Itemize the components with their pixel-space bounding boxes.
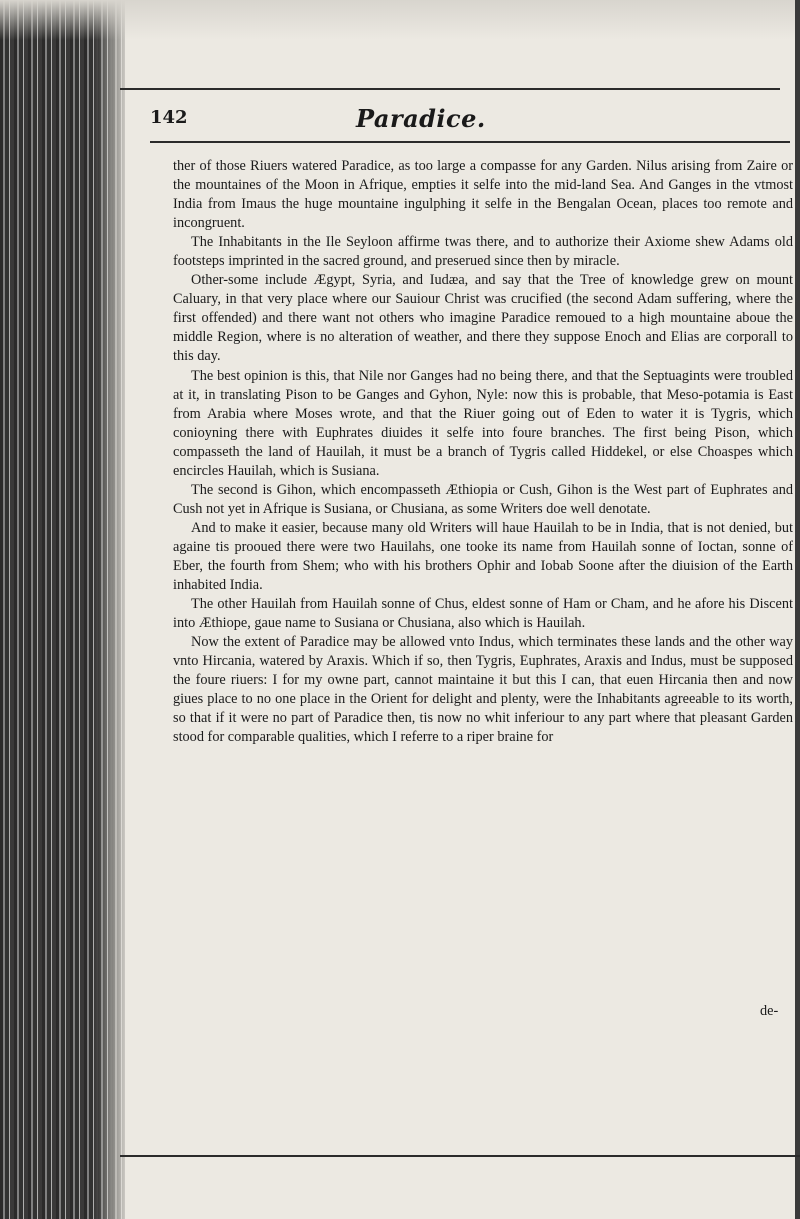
header-rule — [150, 141, 790, 143]
running-head: Paradice. — [356, 104, 486, 133]
paragraph-4: The best opinion is this, that Nile nor Ganges had no being there, and that the Septuagints were troubled at it, in translating Pison to be Ganges and Gyhon, Nyle: now this is probable, that Meso-potamia is East from Arabia where Moses wrote, and that the Riuer going out of Eden to water it is Tygris, which conioyning there with Euphrates diuides it selfe into foure branches. The first being Pison, which compasseth the land of Hauilah, it must be a branch of Tygris called Hiddekel, or else Choaspes which encircles Hauilah, which is Susiana. — [173, 367, 793, 479]
catchword: de- — [760, 1003, 779, 1019]
right-page-edge — [795, 0, 800, 1219]
top-rule — [120, 88, 780, 90]
paragraph-5: The second is Gihon, which encompasseth Æthiopia or Cush, Gihon is the West part of Euphrates and Cush not yet in Afrique is Susiana, or Chusiana, as some Writers doe well denotate. — [173, 481, 793, 517]
paragraph-8: Now the extent of Paradice may be allowed vnto Indus, which terminates these lands and the other way vnto Hircania, watered by Araxis. Which if so, then Tygris, Euphrates, Araxis and Indus, must be supposed the foure riuers: I for my owne part, cannot maintaine it but this I can, that euen Hircania then and now giues place to no one place in the Orient for delight and plenty, were the Inhabitants agreeable to its worth, so that if it were no part of Paradice then, tis now no whit inferiour to any part where that pleasant Garden stood for comparable qualities, which I referre to a riper braine for — [173, 634, 793, 746]
binding-shadow — [95, 0, 140, 1219]
paragraph-6: And to make it easier, because many old Writers will haue Hauilah to be in India, that is not denied, but againe tis prooued there were two Hauilahs, one tooke its name from Hauilah sonne of Ioctan, sonne of Eber, the fourth from Shem; who with his brothers Ophir and Iobab Soone after the diuision of the Earth inhabited India. — [173, 519, 793, 594]
page-number: 142 — [150, 107, 188, 128]
top-edge-shadow — [0, 0, 800, 40]
paragraph-7: The other Hauilah from Hauilah sonne of Chus, eldest sonne of Ham or Cham, and he afore his Discent into Æthiope, gaue name to Susiana or Chusiana, also which is Hauilah. — [173, 596, 793, 632]
paragraph-1: ther of those Riuers watered Paradice, as too large a compasse for any Garden. Nilus arising from Zaire or the mountaines of the Moon in Afrique, empties it selfe into the mid-land Sea. And Ganges in the vtmost India from Imaus the huge mountaine ingulphing it selfe in the Bengalan Ocean, places too remote and incongruent. — [173, 158, 793, 232]
bottom-rule — [120, 1155, 800, 1157]
body-text — [173, 157, 793, 747]
paragraph-3: Other-some include Ægypt, Syria, and Iudæa, and say that the Tree of knowledge grew on mount Caluary, in that very place where our Sauiour Christ was crucified (the second Adam suffering, where the first offended) and there want not others who imagine Paradice remoued to a high mountaine aboue the middle Region, where is no alteration of weather, and there they suppose Enoch and Elias are corporall to this day. — [173, 272, 793, 365]
paragraph-2: The Inhabitants in the Ile Seyloon affirme twas there, and to authorize their Axiome shew Adams old footsteps imprinted in the sacred ground, and preserued since then by miracle. — [173, 234, 793, 270]
